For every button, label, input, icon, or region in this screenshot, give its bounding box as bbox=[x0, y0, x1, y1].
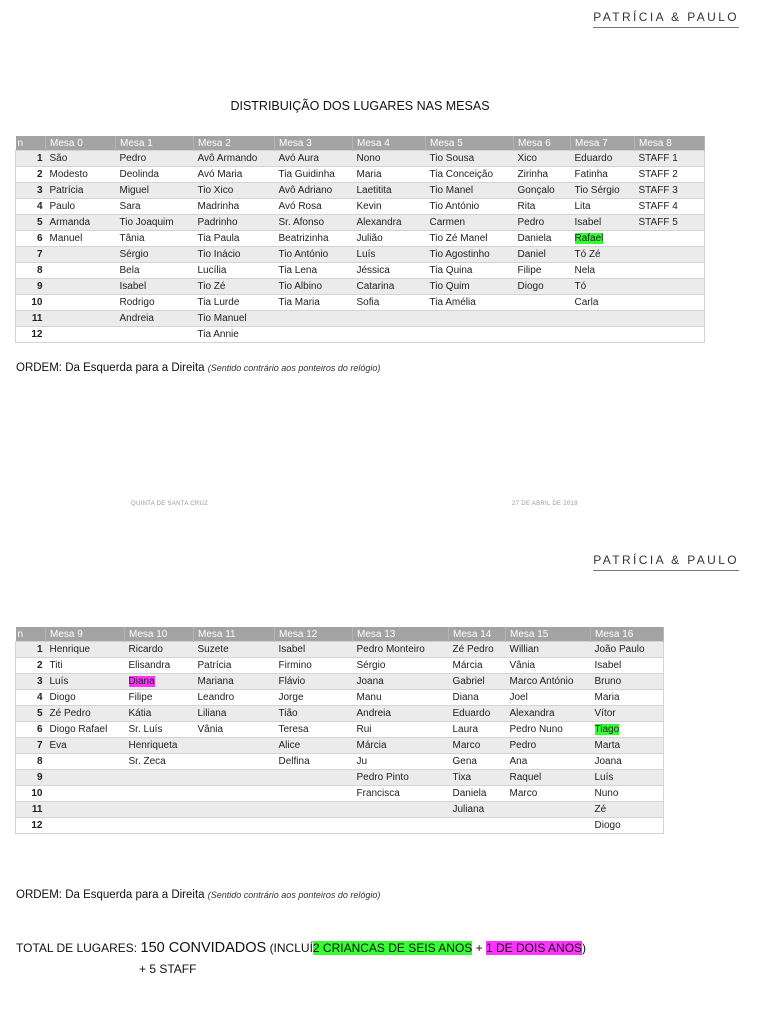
guest-cell bbox=[46, 818, 125, 834]
table-row bbox=[16, 215, 705, 231]
guest-cell: Tó Zé bbox=[571, 247, 635, 263]
guest-cell: Maria bbox=[353, 167, 426, 183]
seat-number: 11 bbox=[16, 311, 46, 327]
guest-cell: Eduardo bbox=[571, 151, 635, 167]
total-paren-open: (INCLUÍ bbox=[269, 941, 313, 955]
column-header-mesa: Mesa 5 bbox=[426, 136, 514, 151]
guest-cell bbox=[125, 674, 194, 690]
guest-cell bbox=[514, 327, 571, 343]
order-description: (Sentido contrário aos ponteiros do relógio) bbox=[207, 890, 381, 900]
guest-cell: Tio Sérgio bbox=[571, 183, 635, 199]
guest-cell: Madrinha bbox=[194, 199, 275, 215]
guest-cell: Andreia bbox=[353, 706, 449, 722]
guest-cell: Kátia bbox=[125, 706, 194, 722]
seat-number: 3 bbox=[16, 674, 46, 690]
guest-cell: Tia Annie bbox=[194, 327, 275, 343]
guest-cell: Daniel bbox=[514, 247, 571, 263]
guest-cell: Laetitita bbox=[353, 183, 426, 199]
guest-cell bbox=[635, 279, 705, 295]
table-row bbox=[16, 263, 705, 279]
guest-cell: Diogo Rafael bbox=[46, 722, 125, 738]
guest-cell: Liliana bbox=[194, 706, 275, 722]
guest-cell: Maria bbox=[591, 690, 664, 706]
guest-cell: Daniela bbox=[449, 786, 506, 802]
guest-cell bbox=[275, 786, 353, 802]
guest-cell bbox=[194, 738, 275, 754]
guest-cell bbox=[506, 818, 591, 834]
order-note bbox=[16, 362, 380, 374]
table-row bbox=[16, 183, 705, 199]
table-header-row bbox=[16, 627, 664, 642]
brand-header: PATRÍCIA & PAULO bbox=[593, 10, 739, 28]
table-row bbox=[16, 722, 664, 738]
guest-cell: Tio António bbox=[426, 199, 514, 215]
column-header-mesa: Mesa 11 bbox=[194, 627, 275, 642]
guest-cell: Andreia bbox=[116, 311, 194, 327]
total-plus: + bbox=[475, 941, 483, 955]
guest-cell bbox=[426, 327, 514, 343]
seat-number: 10 bbox=[16, 295, 46, 311]
column-header-mesa: Mesa 1 bbox=[116, 136, 194, 151]
guest-cell bbox=[275, 311, 353, 327]
guest-cell: Isabel bbox=[275, 642, 353, 658]
column-header-mesa: Mesa 2 bbox=[194, 136, 275, 151]
guest-cell: Padrinho bbox=[194, 215, 275, 231]
guest-cell: Pedro bbox=[116, 151, 194, 167]
guest-cell bbox=[426, 311, 514, 327]
guest-cell: São bbox=[46, 151, 116, 167]
guest-cell: Elisandra bbox=[125, 658, 194, 674]
brand-header-page2: PATRÍCIA & PAULO bbox=[593, 553, 739, 571]
guest-cell: Tia Guidinha bbox=[275, 167, 353, 183]
guest-cell: STAFF 4 bbox=[635, 199, 705, 215]
guest-cell: Rodrigo bbox=[116, 295, 194, 311]
guest-cell bbox=[635, 311, 705, 327]
column-header-mesa: Mesa 4 bbox=[353, 136, 426, 151]
table-row bbox=[16, 247, 705, 263]
guest-cell: Tia Maria bbox=[275, 295, 353, 311]
guest-cell: Henrique bbox=[46, 642, 125, 658]
column-header-mesa: Mesa 0 bbox=[46, 136, 116, 151]
guest-cell: Ricardo bbox=[125, 642, 194, 658]
guest-cell bbox=[46, 770, 125, 786]
guest-cell bbox=[275, 770, 353, 786]
table-row bbox=[16, 754, 664, 770]
guest-cell: Tia Lena bbox=[275, 263, 353, 279]
total-label: TOTAL DE LUGARES: bbox=[16, 941, 138, 955]
guest-cell: Manu bbox=[353, 690, 449, 706]
table-row bbox=[16, 706, 664, 722]
order-note-2 bbox=[16, 889, 380, 901]
guest-cell: Tio Sousa bbox=[426, 151, 514, 167]
guest-cell bbox=[275, 802, 353, 818]
guest-cell: Deolinda bbox=[116, 167, 194, 183]
guest-cell bbox=[635, 231, 705, 247]
column-header-mesa: Mesa 10 bbox=[125, 627, 194, 642]
guest-cell bbox=[353, 802, 449, 818]
guest-cell bbox=[571, 311, 635, 327]
guest-cell bbox=[46, 754, 125, 770]
table-row bbox=[16, 167, 705, 183]
guest-cell: Manuel bbox=[46, 231, 116, 247]
guest-cell: Ju bbox=[353, 754, 449, 770]
guest-cell: Suzete bbox=[194, 642, 275, 658]
guest-cell: Leandro bbox=[194, 690, 275, 706]
seat-number: 7 bbox=[16, 738, 46, 754]
table-row bbox=[16, 786, 664, 802]
guest-cell: STAFF 2 bbox=[635, 167, 705, 183]
table-row bbox=[16, 802, 664, 818]
guest-cell bbox=[571, 231, 635, 247]
guest-cell bbox=[514, 295, 571, 311]
guest-cell: Jéssica bbox=[353, 263, 426, 279]
guest-cell bbox=[635, 327, 705, 343]
guest-cell: Tio Quim bbox=[426, 279, 514, 295]
guest-cell: Sérgio bbox=[116, 247, 194, 263]
guest-cell: Luís bbox=[353, 247, 426, 263]
total-staff: + 5 STAFF bbox=[139, 962, 197, 976]
table-row bbox=[16, 199, 705, 215]
guest-cell: Tó bbox=[571, 279, 635, 295]
order-label: ORDEM: Da Esquerda para a Direita bbox=[16, 889, 205, 901]
seat-number: 6 bbox=[16, 722, 46, 738]
table-row bbox=[16, 642, 664, 658]
highlighted-guest: Diana bbox=[128, 676, 155, 687]
guest-cell bbox=[116, 327, 194, 343]
guest-cell: Firmino bbox=[275, 658, 353, 674]
guest-cell bbox=[506, 802, 591, 818]
guest-cell bbox=[514, 311, 571, 327]
guest-cell: Tio Manuel bbox=[194, 311, 275, 327]
guest-cell: Tia Quina bbox=[426, 263, 514, 279]
guest-cell: Tio Zé Manel bbox=[426, 231, 514, 247]
guest-cell: Juliana bbox=[449, 802, 506, 818]
guest-cell: Flávio bbox=[275, 674, 353, 690]
guest-cell: Pedro Nuno bbox=[506, 722, 591, 738]
guest-cell bbox=[125, 770, 194, 786]
column-header-n: n bbox=[16, 136, 46, 151]
guest-cell bbox=[275, 818, 353, 834]
guest-cell: Beatrizinha bbox=[275, 231, 353, 247]
guest-cell: Avô Armando bbox=[194, 151, 275, 167]
table-row bbox=[16, 311, 705, 327]
guest-cell: Pedro bbox=[506, 738, 591, 754]
guest-cell: Alice bbox=[275, 738, 353, 754]
guest-cell bbox=[353, 327, 426, 343]
guest-cell: Vítor bbox=[591, 706, 664, 722]
guest-cell bbox=[194, 802, 275, 818]
guest-cell: Lita bbox=[571, 199, 635, 215]
guest-cell: Tio Zé bbox=[194, 279, 275, 295]
column-header-mesa: Mesa 15 bbox=[506, 627, 591, 642]
guest-cell: Luís bbox=[591, 770, 664, 786]
guest-cell: Sr. Luís bbox=[125, 722, 194, 738]
footer-venue: QUINTA DE SANTA CRUZ bbox=[131, 501, 209, 507]
guest-cell: STAFF 5 bbox=[635, 215, 705, 231]
guest-cell: Carmen bbox=[426, 215, 514, 231]
guest-cell: Mariana bbox=[194, 674, 275, 690]
guest-cell: Sofia bbox=[353, 295, 426, 311]
guest-cell: Teresa bbox=[275, 722, 353, 738]
guest-cell: Tio Manel bbox=[426, 183, 514, 199]
highlighted-guest: Rafael bbox=[574, 233, 604, 244]
table-row bbox=[16, 738, 664, 754]
seat-number: 11 bbox=[16, 802, 46, 818]
guest-cell: Sérgio bbox=[353, 658, 449, 674]
guest-cell: Francisca bbox=[353, 786, 449, 802]
guest-cell bbox=[125, 818, 194, 834]
seat-number: 2 bbox=[16, 658, 46, 674]
guest-cell: Rita bbox=[514, 199, 571, 215]
guest-cell: Isabel bbox=[116, 279, 194, 295]
kids-six-highlight: 2 CRIANCAS DE SEIS ANOS bbox=[312, 941, 473, 955]
guest-cell: Daniela bbox=[514, 231, 571, 247]
guest-cell: Vânia bbox=[194, 722, 275, 738]
guest-cell bbox=[46, 247, 116, 263]
guest-cell: Henriqueta bbox=[125, 738, 194, 754]
table-row bbox=[16, 690, 664, 706]
guest-cell bbox=[353, 818, 449, 834]
table-row bbox=[16, 151, 705, 167]
column-header-mesa: Mesa 13 bbox=[353, 627, 449, 642]
guest-cell: Filipe bbox=[514, 263, 571, 279]
guest-cell bbox=[46, 786, 125, 802]
guest-cell: Vânia bbox=[506, 658, 591, 674]
page-title: DISTRIBUIÇÃO DOS LUGARES NAS MESAS bbox=[230, 99, 490, 113]
guest-cell: Paulo bbox=[46, 199, 116, 215]
guest-cell: Eva bbox=[46, 738, 125, 754]
kids-two-highlight: 1 DE DOIS ANOS bbox=[486, 941, 583, 955]
guest-cell: Pedro Pinto bbox=[353, 770, 449, 786]
guest-cell: Delfina bbox=[275, 754, 353, 770]
column-header-mesa: Mesa 7 bbox=[571, 136, 635, 151]
guest-cell: Pedro Monteiro bbox=[353, 642, 449, 658]
guest-cell: Lucília bbox=[194, 263, 275, 279]
guest-cell: Catarina bbox=[353, 279, 426, 295]
seating-table-1 bbox=[15, 136, 705, 343]
guest-cell: Marco António bbox=[506, 674, 591, 690]
guest-cell: Tio Inácio bbox=[194, 247, 275, 263]
column-header-mesa: Mesa 9 bbox=[46, 627, 125, 642]
guest-cell: Marco bbox=[449, 738, 506, 754]
guest-cell: STAFF 3 bbox=[635, 183, 705, 199]
guest-cell: Julião bbox=[353, 231, 426, 247]
guest-cell: Gena bbox=[449, 754, 506, 770]
seat-number: 10 bbox=[16, 786, 46, 802]
guest-cell: Diogo bbox=[514, 279, 571, 295]
guest-cell bbox=[125, 786, 194, 802]
guest-cell bbox=[635, 263, 705, 279]
guest-cell: Tio Joaquim bbox=[116, 215, 194, 231]
column-header-mesa: Mesa 3 bbox=[275, 136, 353, 151]
guest-cell: Sr. Zeca bbox=[125, 754, 194, 770]
guest-cell: Patrícia bbox=[194, 658, 275, 674]
guest-cell bbox=[353, 311, 426, 327]
guest-cell: Zirinha bbox=[514, 167, 571, 183]
guest-cell bbox=[194, 754, 275, 770]
guest-cell bbox=[46, 263, 116, 279]
guest-cell: Tia Amélia bbox=[426, 295, 514, 311]
guest-cell: Marco bbox=[506, 786, 591, 802]
guest-cell: Avó Aura bbox=[275, 151, 353, 167]
guest-cell: Luís bbox=[46, 674, 125, 690]
seating-table-2 bbox=[15, 627, 664, 834]
guest-cell: Diana bbox=[449, 690, 506, 706]
guest-cell: Gabriel bbox=[449, 674, 506, 690]
guest-cell bbox=[46, 802, 125, 818]
guest-cell bbox=[46, 295, 116, 311]
seat-number: 4 bbox=[16, 199, 46, 215]
guest-cell: Pedro bbox=[514, 215, 571, 231]
guest-cell: Armanda bbox=[46, 215, 116, 231]
column-header-mesa: Mesa 6 bbox=[514, 136, 571, 151]
guest-cell: João Paulo bbox=[591, 642, 664, 658]
guest-cell: Tio António bbox=[275, 247, 353, 263]
guest-cell: Carla bbox=[571, 295, 635, 311]
guest-cell bbox=[46, 311, 116, 327]
guest-cell: Zé Pedro bbox=[46, 706, 125, 722]
guest-cell: Alexandra bbox=[506, 706, 591, 722]
guest-cell: Nuno bbox=[591, 786, 664, 802]
table-row bbox=[16, 279, 705, 295]
seat-number: 12 bbox=[16, 818, 46, 834]
guest-cell: Nela bbox=[571, 263, 635, 279]
order-label: ORDEM: Da Esquerda para a Direita bbox=[16, 362, 205, 374]
guest-cell: Tio Albino bbox=[275, 279, 353, 295]
seat-number: 8 bbox=[16, 754, 46, 770]
column-header-mesa: Mesa 16 bbox=[591, 627, 664, 642]
guest-cell bbox=[194, 786, 275, 802]
guest-cell: Tio Xico bbox=[194, 183, 275, 199]
guest-cell: Xico bbox=[514, 151, 571, 167]
guest-cell bbox=[125, 802, 194, 818]
guest-cell: Filipe bbox=[125, 690, 194, 706]
guest-cell: Alexandra bbox=[353, 215, 426, 231]
total-count: 150 CONVIDADOS bbox=[140, 940, 267, 956]
guest-cell: Eduardo bbox=[449, 706, 506, 722]
table-row bbox=[16, 231, 705, 247]
guest-cell bbox=[194, 770, 275, 786]
guest-cell: Titi bbox=[46, 658, 125, 674]
seat-number: 7 bbox=[16, 247, 46, 263]
table-row bbox=[16, 295, 705, 311]
seat-number: 2 bbox=[16, 167, 46, 183]
order-description: (Sentido contrário aos ponteiros do relógio) bbox=[207, 363, 381, 373]
guest-cell: Bela bbox=[116, 263, 194, 279]
guest-cell bbox=[46, 327, 116, 343]
seat-number: 4 bbox=[16, 690, 46, 706]
seat-number: 9 bbox=[16, 279, 46, 295]
column-header-mesa: Mesa 12 bbox=[275, 627, 353, 642]
seat-number: 1 bbox=[16, 151, 46, 167]
guest-cell: Tânia bbox=[116, 231, 194, 247]
guest-cell: Modesto bbox=[46, 167, 116, 183]
guest-cell: Avô Adriano bbox=[275, 183, 353, 199]
guest-cell bbox=[635, 295, 705, 311]
guest-cell: Avó Rosa bbox=[275, 199, 353, 215]
guest-cell: Gonçalo bbox=[514, 183, 571, 199]
guest-cell: Marta bbox=[591, 738, 664, 754]
guest-cell: Avó Maria bbox=[194, 167, 275, 183]
guest-cell: Sara bbox=[116, 199, 194, 215]
guest-cell: Isabel bbox=[591, 658, 664, 674]
guest-cell: Diogo bbox=[591, 818, 664, 834]
guest-cell: Fatinha bbox=[571, 167, 635, 183]
guest-cell: Miguel bbox=[116, 183, 194, 199]
guest-cell: Kevin bbox=[353, 199, 426, 215]
seat-number: 5 bbox=[16, 706, 46, 722]
guest-cell: Tia Paula bbox=[194, 231, 275, 247]
guest-cell: STAFF 1 bbox=[635, 151, 705, 167]
guest-cell: Tio Agostinho bbox=[426, 247, 514, 263]
seat-number: 6 bbox=[16, 231, 46, 247]
table-row bbox=[16, 674, 664, 690]
guest-cell: Tixa bbox=[449, 770, 506, 786]
guest-cell: Willian bbox=[506, 642, 591, 658]
guest-cell bbox=[635, 247, 705, 263]
highlighted-guest: Tiago bbox=[594, 724, 620, 735]
seat-number: 9 bbox=[16, 770, 46, 786]
column-header-mesa: Mesa 14 bbox=[449, 627, 506, 642]
guest-cell: Nono bbox=[353, 151, 426, 167]
guest-cell: Tia Lurde bbox=[194, 295, 275, 311]
guest-cell: Márcia bbox=[449, 658, 506, 674]
guest-cell bbox=[275, 327, 353, 343]
guest-cell: Raquel bbox=[506, 770, 591, 786]
seat-number: 1 bbox=[16, 642, 46, 658]
table-row bbox=[16, 327, 705, 343]
guest-cell bbox=[46, 279, 116, 295]
table-row bbox=[16, 818, 664, 834]
seat-number: 8 bbox=[16, 263, 46, 279]
guest-cell bbox=[591, 722, 664, 738]
guest-cell bbox=[449, 818, 506, 834]
seat-number: 12 bbox=[16, 327, 46, 343]
total-seats bbox=[16, 940, 586, 956]
guest-cell: Laura bbox=[449, 722, 506, 738]
seat-number: 5 bbox=[16, 215, 46, 231]
table-header-row bbox=[16, 136, 705, 151]
guest-cell bbox=[194, 818, 275, 834]
table-row bbox=[16, 658, 664, 674]
guest-cell: Jorge bbox=[275, 690, 353, 706]
table-row bbox=[16, 770, 664, 786]
guest-cell: Isabel bbox=[571, 215, 635, 231]
guest-cell: Zé bbox=[591, 802, 664, 818]
column-header-mesa: Mesa 8 bbox=[635, 136, 705, 151]
guest-cell: Ana bbox=[506, 754, 591, 770]
footer-date: 27 DE ABRIL DE 2019 bbox=[512, 501, 578, 507]
guest-cell: Joana bbox=[591, 754, 664, 770]
guest-cell: Patrícia bbox=[46, 183, 116, 199]
guest-cell: Márcia bbox=[353, 738, 449, 754]
guest-cell: Joana bbox=[353, 674, 449, 690]
guest-cell: Rui bbox=[353, 722, 449, 738]
guest-cell: Tião bbox=[275, 706, 353, 722]
guest-cell: Diogo bbox=[46, 690, 125, 706]
guest-cell: Sr. Afonso bbox=[275, 215, 353, 231]
column-header-n: n bbox=[16, 627, 46, 642]
guest-cell: Tia Conceição bbox=[426, 167, 514, 183]
seat-number: 3 bbox=[16, 183, 46, 199]
guest-cell bbox=[571, 327, 635, 343]
guest-cell: Zé Pedro bbox=[449, 642, 506, 658]
guest-cell: Joel bbox=[506, 690, 591, 706]
total-paren-close: ) bbox=[582, 941, 587, 955]
guest-cell: Bruno bbox=[591, 674, 664, 690]
